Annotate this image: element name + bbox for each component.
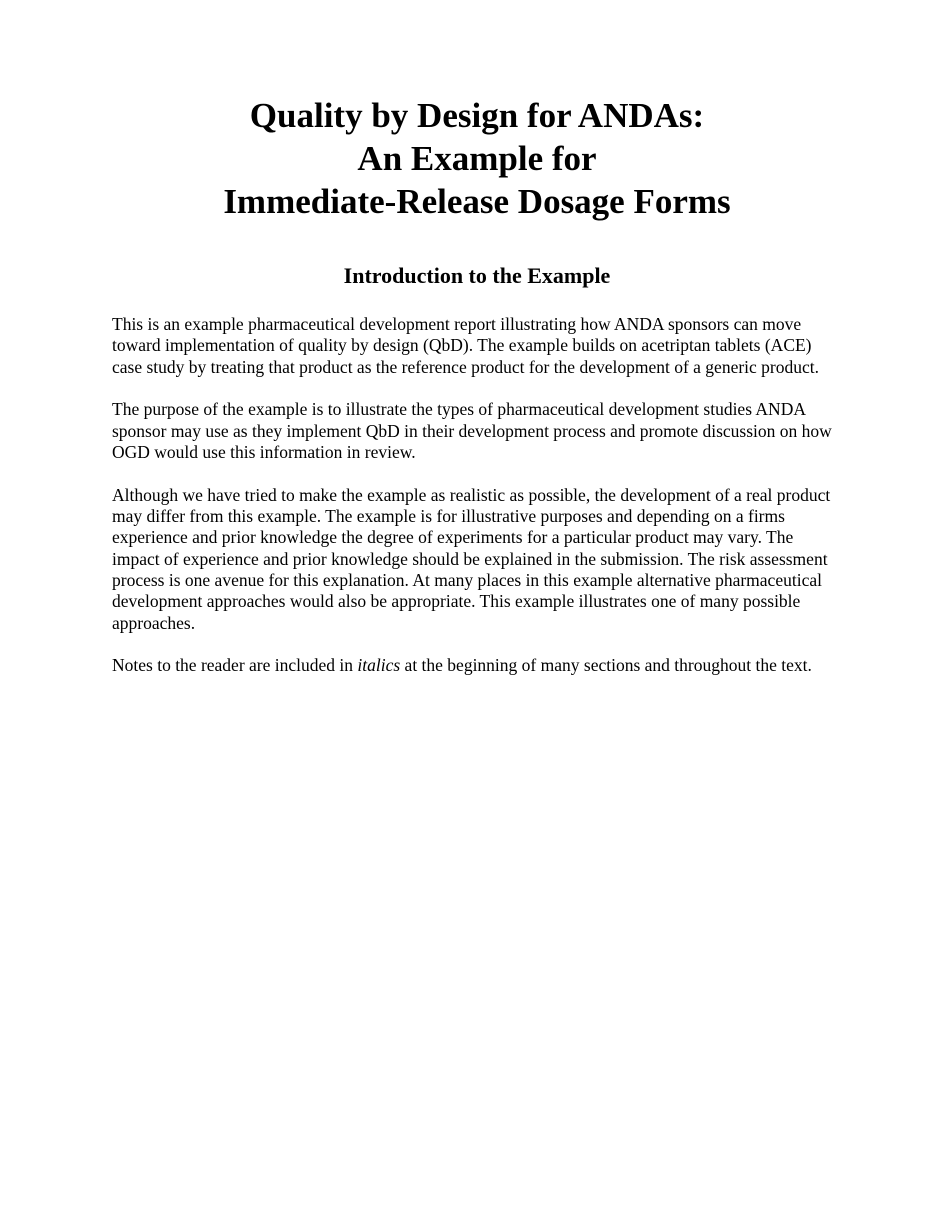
document-page — [112, 94, 842, 677]
notes-italic-word: italics — [357, 655, 401, 676]
paragraph-disclaimer: Although we have tried to make the example as realistic as possible, the development of a real product may differ from this example. The example is for illustrative purposes and depending on a firms experience and prior knowledge the degree of experiments for a particular product may vary. The impact of experience and prior knowledge should be explained in the submission. The risk assessment process is one avenue for this explanation. At many places in this example alternative pharmaceutical development approaches would also be appropriate. This example illustrates one of many possible approaches. — [112, 484, 831, 633]
paragraph-intro: This is an example pharmaceutical development report illustrating how ANDA sponsors can move toward implementation of quality by design (QbD). The example builds on acetriptan tablets (ACE) case study by treating that product as the reference product for the development of a generic product. — [112, 314, 820, 377]
title-line-1: Quality by Design for ANDAs: — [249, 96, 705, 135]
paragraph-purpose: The purpose of the example is to illustrate the types of pharmaceutical development studies ANDA sponsor may use as they implement QbD in their development process and promote discussion on how OGD would use this information in review. — [112, 399, 832, 462]
document-title — [112, 94, 842, 223]
title-line-3: Immediate-Release Dosage Forms — [223, 182, 731, 221]
section-heading: Introduction to the Example — [343, 263, 611, 288]
paragraph-notes — [112, 655, 842, 676]
title-line-2: An Example for — [357, 139, 597, 178]
notes-text-after: at the beginning of many sections and throughout the text. — [400, 655, 812, 676]
notes-text-before: Notes to the reader are included in — [112, 655, 358, 676]
